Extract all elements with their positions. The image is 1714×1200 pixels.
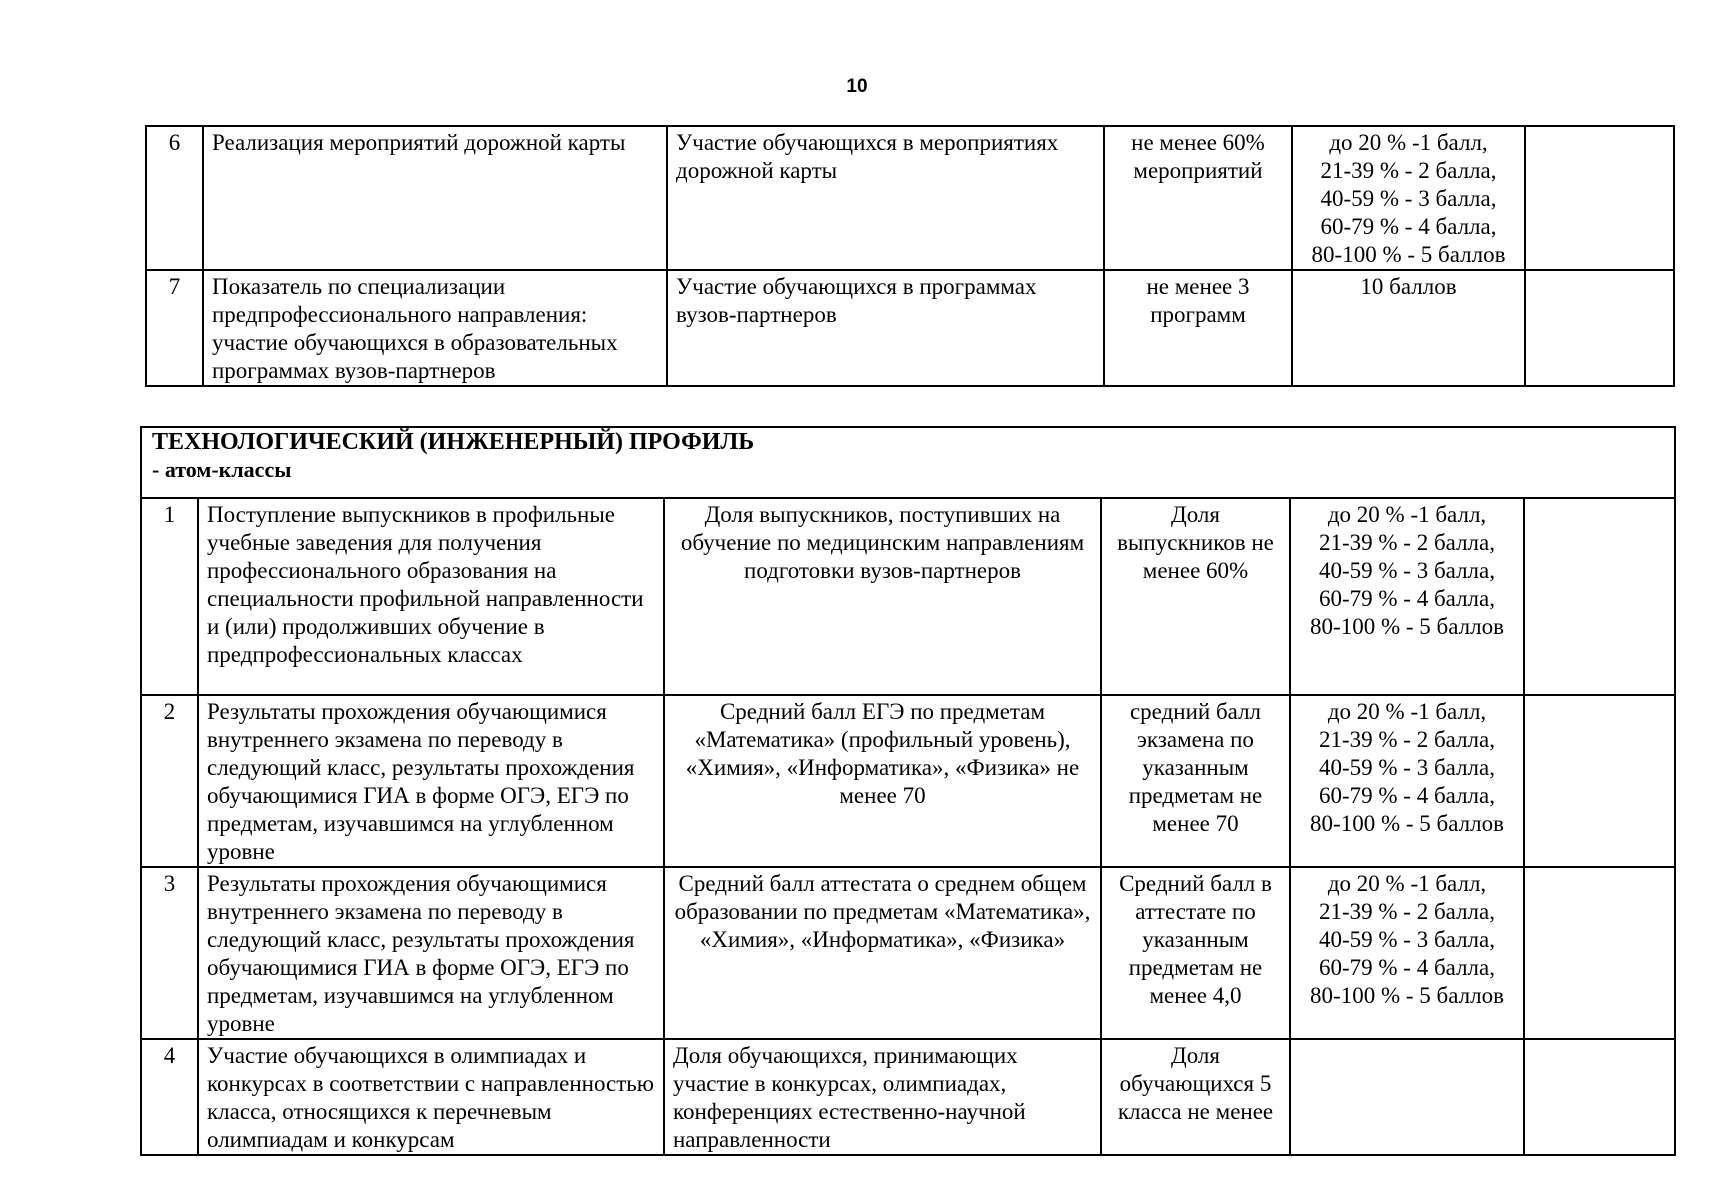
criterion-cell: Участие обучающихся в олимпиадах и конкурсах в соответствии с направленностью класса, относящихся к перечневым олимпиадам и конкурсам [198,1039,664,1155]
score-line: 21-39 % - 2 балла, [1318,727,1495,752]
row-number: 6 [146,126,203,270]
indicator-cell: Доля выпускников, поступивших на обучение по медицинским направлениям подготовки вузов-партнеров [664,498,1101,695]
indicator-cell: Участие обучающихся в программах вузов-партнеров [667,270,1104,386]
score-line: 60-79 % - 4 балла, [1318,586,1495,611]
norm-cell: Средний балл в аттестате по указанным предметам не менее 4,0 [1101,867,1290,1039]
empty-cell [1524,1039,1675,1155]
score-line: 40-59 % - 3 балла, [1318,927,1495,952]
norm-cell: Доля обучающихся 5 класса не менее [1101,1039,1290,1155]
score-line: 10 баллов [1360,274,1457,299]
score-cell [1290,867,1524,1039]
table-row [141,1039,1675,1155]
row-number: 2 [141,695,198,867]
score-line: до 20 % -1 балл, [1327,699,1487,724]
norm-cell: Доля выпускников не менее 60% [1101,498,1290,695]
table-row [146,126,1674,270]
norm-cell: не менее 60% мероприятий [1104,126,1292,270]
table-row [141,867,1675,1039]
table-row [146,270,1674,386]
row-number: 4 [141,1039,198,1155]
norm-cell: средний балл экзамена по указанным предметам не менее 70 [1101,695,1290,867]
score-line: до 20 % -1 балл, [1327,871,1487,896]
section-header [141,427,1675,498]
row-number: 1 [141,498,198,695]
score-cell [1292,126,1525,270]
row-number: 7 [146,270,203,386]
criteria-table-technological-profile [140,426,1676,1156]
score-cell [1290,498,1524,695]
page-number: 10 [846,76,868,97]
indicator-cell: Средний балл аттестата о среднем общем образовании по предметам «Математика», «Химия», «Информатика», «Физика» [664,867,1101,1039]
score-line: 80-100 % - 5 баллов [1310,983,1504,1008]
indicator-cell: Участие обучающихся в мероприятиях дорожной карты [667,126,1104,270]
criterion-cell: Показатель по специализации предпрофессионального направления: участие обучающихся в образовательных программах вузов-партнеров [203,270,667,386]
score-cell [1290,1039,1524,1155]
score-line: 60-79 % - 4 балла, [1320,214,1497,239]
score-line: 60-79 % - 4 балла, [1318,955,1495,980]
norm-cell: не менее 3 программ [1104,270,1292,386]
score-line: до 20 % -1 балл, [1329,130,1488,155]
table-row [141,498,1675,695]
score-line: 40-59 % - 3 балла, [1318,755,1495,780]
table-row [141,695,1675,867]
score-line: до 20 % -1 балл, [1327,502,1487,527]
criterion-cell: Результаты прохождения обучающимися внутреннего экзамена по переводу в следующий класс, результаты прохождения обучающимися ГИА в форме ОГЭ, ЕГЭ по предметам, изучавшимся на углубленном уровне [198,695,664,867]
section-title: ТЕХНОЛОГИЧЕСКИЙ (ИНЖЕНЕРНЫЙ) ПРОФИЛЬ [152,429,755,455]
criterion-cell: Результаты прохождения обучающимися внутреннего экзамена по переводу в следующий класс, результаты прохождения обучающимися ГИА в форме ОГЭ, ЕГЭ по предметам, изучавшимся на углубленном уровне [198,867,664,1039]
score-line: 21-39 % - 2 балла, [1318,899,1495,924]
criterion-cell: Поступление выпускников в профильные учебные заведения для получения профессионального образования на специальности профильной направленности и (или) продолживших обучение в предпрофессиональных классах [198,498,664,695]
score-line: 80-100 % - 5 баллов [1311,242,1506,267]
empty-cell [1525,126,1674,270]
score-line: 80-100 % - 5 баллов [1310,811,1504,836]
score-cell [1292,270,1525,386]
score-cell [1290,695,1524,867]
score-line: 40-59 % - 3 балла, [1320,186,1497,211]
section-header-row [141,427,1675,498]
score-line: 21-39 % - 2 балла, [1318,530,1495,555]
section-subtitle: - атом-классы [152,457,292,482]
empty-cell [1524,695,1675,867]
score-line: 60-79 % - 4 балла, [1318,783,1495,808]
empty-cell [1524,498,1675,695]
indicator-cell: Средний балл ЕГЭ по предметам «Математика» (профильный уровень), «Химия», «Информатика», «Физика» не менее 70 [664,695,1101,867]
score-line: 80-100 % - 5 баллов [1310,614,1504,639]
row-number: 3 [141,867,198,1039]
score-line: 40-59 % - 3 балла, [1318,558,1495,583]
score-line: 21-39 % - 2 балла, [1320,158,1497,183]
empty-cell [1524,867,1675,1039]
criteria-table-top [145,125,1675,387]
indicator-cell: Доля обучающихся, принимающих участие в конкурсах, олимпиадах, конференциях естественно-научной направленности [664,1039,1101,1155]
empty-cell [1525,270,1674,386]
criterion-cell: Реализация мероприятий дорожной карты [203,126,667,270]
